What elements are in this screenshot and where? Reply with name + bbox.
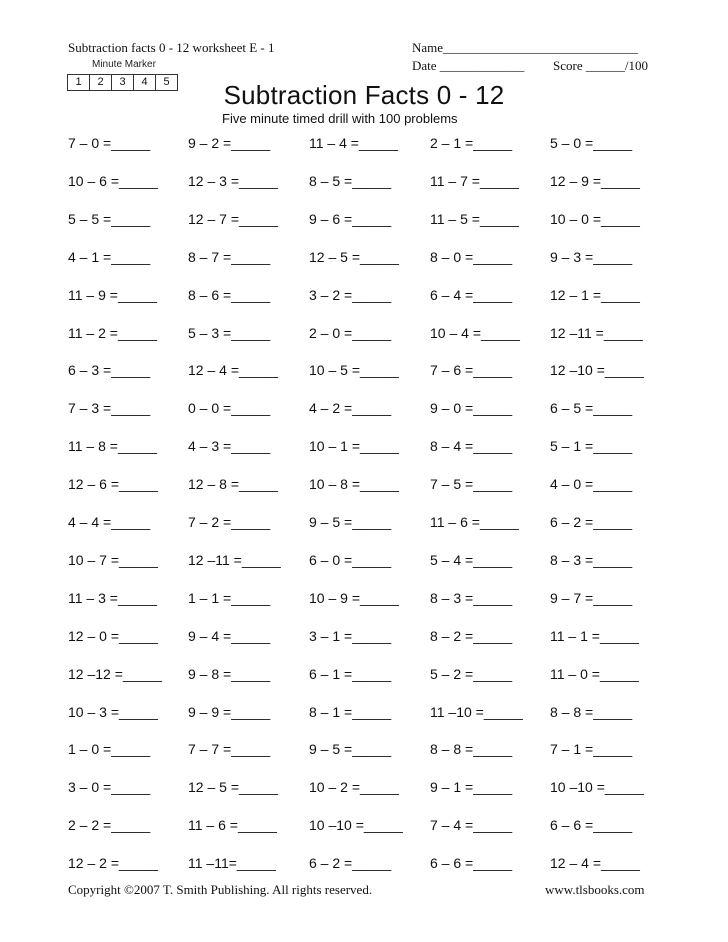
worksheet-header-title: Subtraction facts 0 - 12 worksheet E - 1 <box>68 40 275 55</box>
problem-cell: 10 – 2 =_____ <box>309 779 399 795</box>
problem-cell: 6 – 1 =_____ <box>309 666 392 682</box>
problem-cell: 2 – 0 =_____ <box>309 325 392 341</box>
problem-cell: 8 – 3 =_____ <box>430 590 513 606</box>
problem-cell: 5 – 0 =_____ <box>550 135 633 151</box>
problem-cell: 8 – 3 =_____ <box>550 552 633 568</box>
problem-cell: 9 – 0 =_____ <box>430 400 513 416</box>
problem-cell: 12 – 4 =_____ <box>550 855 640 871</box>
problem-cell: 9 – 3 =_____ <box>550 249 633 265</box>
problem-cell: 11 – 6 =_____ <box>188 817 277 833</box>
date-field-label: Date _____________ <box>412 58 525 73</box>
problem-cell: 11 – 0 =_____ <box>550 666 639 682</box>
problem-cell: 4 – 1 =_____ <box>68 249 151 265</box>
problem-cell: 12 – 5 =_____ <box>188 779 278 795</box>
problem-cell: 12 – 8 =_____ <box>188 476 278 492</box>
problem-cell: 12 –10 =_____ <box>550 362 644 378</box>
problem-cell: 5 – 4 =_____ <box>430 552 513 568</box>
problem-cell: 12 – 7 =_____ <box>188 211 278 227</box>
problem-cell: 12 –11 =_____ <box>550 325 643 341</box>
problem-cell: 7 – 6 =_____ <box>430 362 513 378</box>
problem-cell: 9 – 2 =_____ <box>188 135 271 151</box>
problem-cell: 9 – 9 =_____ <box>188 704 271 720</box>
problem-cell: 11 –11=_____ <box>188 855 276 871</box>
page-title: Subtraction Facts 0 - 12 <box>223 80 505 110</box>
copyright-text: Copyright ©2007 T. Smith Publishing. All rights reserved. <box>68 882 373 897</box>
problem-cell: 5 – 1 =_____ <box>550 438 633 454</box>
problem-cell: 6 – 3 =_____ <box>68 362 151 378</box>
problem-cell: 8 – 5 =_____ <box>309 173 392 189</box>
problem-cell: 3 – 0 =_____ <box>68 779 151 795</box>
problem-cell: 1 – 1 =_____ <box>188 590 271 606</box>
page-subtitle: Five minute timed drill with 100 problems <box>222 111 458 126</box>
problem-cell: 12 – 9 =_____ <box>550 173 640 189</box>
problem-cell: 12 – 4 =_____ <box>188 362 278 378</box>
problem-cell: 10 – 8 =_____ <box>309 476 399 492</box>
problem-cell: 9 – 1 =_____ <box>430 779 513 795</box>
problem-cell: 9 – 5 =_____ <box>309 741 392 757</box>
problem-cell: 7 – 1 =_____ <box>550 741 633 757</box>
problem-cell: 10 –10 =_____ <box>309 817 403 833</box>
problem-cell: 7 – 3 =_____ <box>68 400 151 416</box>
problem-cell: 11 – 3 =_____ <box>68 590 157 606</box>
minute-marker-cell: 4 <box>134 75 156 90</box>
problem-cell: 4 – 4 =_____ <box>68 514 151 530</box>
website-text: www.tlsbooks.com <box>545 882 645 897</box>
problem-cell: 10 –10 =_____ <box>550 779 644 795</box>
problem-cell: 8 – 8 =_____ <box>430 741 513 757</box>
problem-cell: 11 – 1 =_____ <box>550 628 639 644</box>
problem-cell: 9 – 4 =_____ <box>188 628 271 644</box>
problem-cell: 11 – 5 =_____ <box>430 211 519 227</box>
problem-cell: 4 – 2 =_____ <box>309 400 392 416</box>
problem-cell: 12 –12 =_____ <box>68 666 162 682</box>
problem-cell: 6 – 2 =_____ <box>309 855 392 871</box>
problem-cell: 12 – 6 =_____ <box>68 476 158 492</box>
problem-cell: 12 – 3 =_____ <box>188 173 278 189</box>
problem-cell: 5 – 5 =_____ <box>68 211 151 227</box>
minute-marker-cell: 1 <box>68 75 90 90</box>
problem-cell: 12 – 5 =_____ <box>309 249 399 265</box>
problem-cell: 12 – 2 =_____ <box>68 855 158 871</box>
problem-cell: 8 – 4 =_____ <box>430 438 513 454</box>
minute-marker-cell: 5 <box>163 76 170 88</box>
problem-cell: 11 – 7 =_____ <box>430 173 519 189</box>
problem-cell: 3 – 1 =_____ <box>309 628 392 644</box>
problem-cell: 11 – 6 =_____ <box>430 514 519 530</box>
problem-cell: 9 – 5 =_____ <box>309 514 392 530</box>
problem-cell: 11 – 2 =_____ <box>68 325 157 341</box>
problem-cell: 8 – 1 =_____ <box>309 704 392 720</box>
problem-cell: 6 – 5 =_____ <box>550 400 633 416</box>
problem-cell: 8 – 7 =_____ <box>188 249 271 265</box>
minute-marker-cell: 2 <box>90 75 112 90</box>
problem-cell: 10 – 4 =_____ <box>430 325 520 341</box>
problem-cell: 11 – 9 =_____ <box>68 287 157 303</box>
problem-cell: 8 – 8 =_____ <box>550 704 633 720</box>
problem-cell: 10 – 1 =_____ <box>309 438 399 454</box>
problem-cell: 6 – 6 =_____ <box>550 817 633 833</box>
problem-cell: 8 – 6 =_____ <box>188 287 271 303</box>
problem-cell: 5 – 3 =_____ <box>188 325 271 341</box>
problem-cell: 2 – 1 =_____ <box>430 135 513 151</box>
problem-cell: 4 – 3 =_____ <box>188 438 271 454</box>
problem-cell: 2 – 2 =_____ <box>68 817 151 833</box>
problem-cell: 10 – 5 =_____ <box>309 362 399 378</box>
problem-cell: 3 – 2 =_____ <box>309 287 392 303</box>
problem-cell: 6 – 2 =_____ <box>550 514 633 530</box>
problem-cell: 7 – 7 =_____ <box>188 741 271 757</box>
problem-cell: 11 – 8 =_____ <box>68 438 157 454</box>
problem-cell: 5 – 2 =_____ <box>430 666 513 682</box>
problem-cell: 11 – 4 =_____ <box>309 135 398 151</box>
problem-cell: 7 – 5 =_____ <box>430 476 513 492</box>
problem-cell: 6 – 4 =_____ <box>430 287 513 303</box>
minute-marker-cell: 3 <box>112 75 134 90</box>
problem-cell: 10 – 7 =_____ <box>68 552 158 568</box>
problem-cell: 11 –10 =_____ <box>430 704 523 720</box>
problem-cell: 10 – 9 =_____ <box>309 590 399 606</box>
problem-cell: 4 – 0 =_____ <box>550 476 633 492</box>
problem-cell: 9 – 6 =_____ <box>309 211 392 227</box>
problem-cell: 12 – 0 =_____ <box>68 628 158 644</box>
problem-cell: 9 – 7 =_____ <box>550 590 633 606</box>
problem-cell: 7 – 2 =_____ <box>188 514 271 530</box>
score-field-label: Score ______/100 <box>553 58 648 73</box>
problem-cell: 7 – 4 =_____ <box>430 817 513 833</box>
name-field-label: Name______________________________ <box>412 40 639 55</box>
page-title-wrap <box>0 80 728 111</box>
problem-cell: 8 – 2 =_____ <box>430 628 513 644</box>
problem-cell: 12 – 1 =_____ <box>550 287 640 303</box>
problem-cell: 10 – 3 =_____ <box>68 704 158 720</box>
problem-cell: 1 – 0 =_____ <box>68 741 151 757</box>
problem-cell: 6 – 6 =_____ <box>430 855 513 871</box>
problem-cell: 12 –11 =_____ <box>188 552 281 568</box>
problem-cell: 7 – 0 =_____ <box>68 135 151 151</box>
problem-cell: 10 – 6 =_____ <box>68 173 158 189</box>
problem-cell: 6 – 0 =_____ <box>309 552 392 568</box>
minute-marker-label: Minute Marker <box>92 59 156 70</box>
problem-cell: 10 – 0 =_____ <box>550 211 640 227</box>
problem-cell: 0 – 0 =_____ <box>188 400 271 416</box>
problem-cell: 8 – 0 =_____ <box>430 249 513 265</box>
problem-cell: 9 – 8 =_____ <box>188 666 271 682</box>
